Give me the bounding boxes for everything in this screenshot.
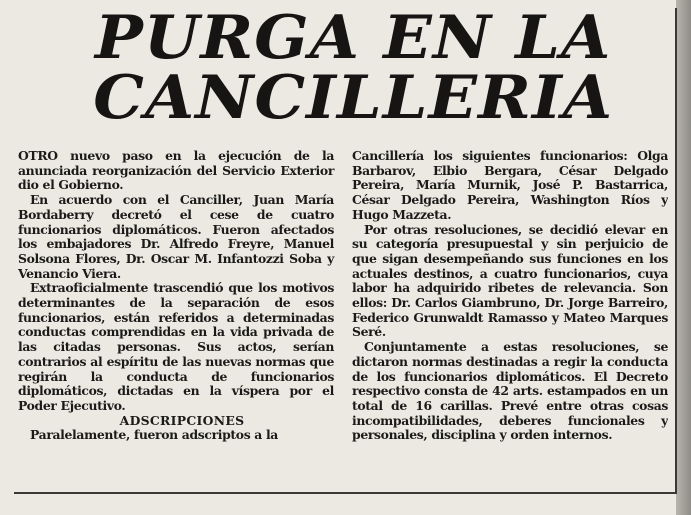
paragraph-funcionarios: Cancillería los siguientes funcionarios: Olga Barbarov, Elbio Bergara, César Delgado Pereira, María Murnik, José P. Bastarrica, César Delgado Pereira, Washington Ríos y Hugo Mazzeta. xyxy=(352,149,668,222)
column-right xyxy=(352,149,668,487)
subheading-adscripciones: ADSCRIPCIONES xyxy=(119,412,245,428)
headline-line-1: PURGA EN LA xyxy=(94,3,612,73)
column-left xyxy=(18,149,334,487)
paragraph-adscripciones: Paralelamente, fueron adscriptos a la xyxy=(30,427,278,443)
article-body xyxy=(18,149,668,487)
headline xyxy=(14,3,691,133)
paragraph-resoluciones: Por otras resoluciones, se decidió elevar en su categoría presupuestal y sin perjuicio de que sigan desempeñando sus funciones en los actuales destinos, a cuatro funcionarios, cuya labor ha adquirido ribetes de relevancia. Son ellos: Dr. Carlos Giambruno, Dr. Jorge Barreiro, Federico Grunwaldt Ramasso y Mateo Marques Seré. xyxy=(352,221,668,340)
paragraph-intro: OTRO nuevo paso en la ejecución de la anunciada reorganización del Servicio Exterior dio el Gobierno. xyxy=(18,149,334,193)
paragraph-cese: En acuerdo con el Canciller, Juan María Bordaberry decretó el cese de cuatro funcionarios diplomáticos. Fueron afectados los embajadores Dr. Alfredo Freyre, Manuel Solsona Flores, Dr. Oscar M. Infantozzi Soba y Venancio Viera. xyxy=(18,192,334,281)
paragraph-normas: Conjuntamente a estas resoluciones, se dictaron normas destinadas a regir la conducta de los funcionarios diplomáticos. El Decreto respectivo consta de 42 arts. estampados en un total de 16 carillas. Prevé entre otras cosas incompatibilidades, deberes funcionales y personales, disciplina y orden internos. xyxy=(352,339,668,443)
paragraph-motivos: Extraoficialmente trascendió que los motivos determinantes de la separación de esos funcionarios, están referidos a determinadas conductas comprendidas en la vida privada de las citadas personas. Sus actos, serían contrarios al espíritu de las nuevas normas que regirán la conducta de funcionarios diplomáticos, dictadas en la víspera por el Poder Ejecutivo. xyxy=(18,280,334,413)
headline-line-2: CANCILLERIA xyxy=(93,63,614,133)
